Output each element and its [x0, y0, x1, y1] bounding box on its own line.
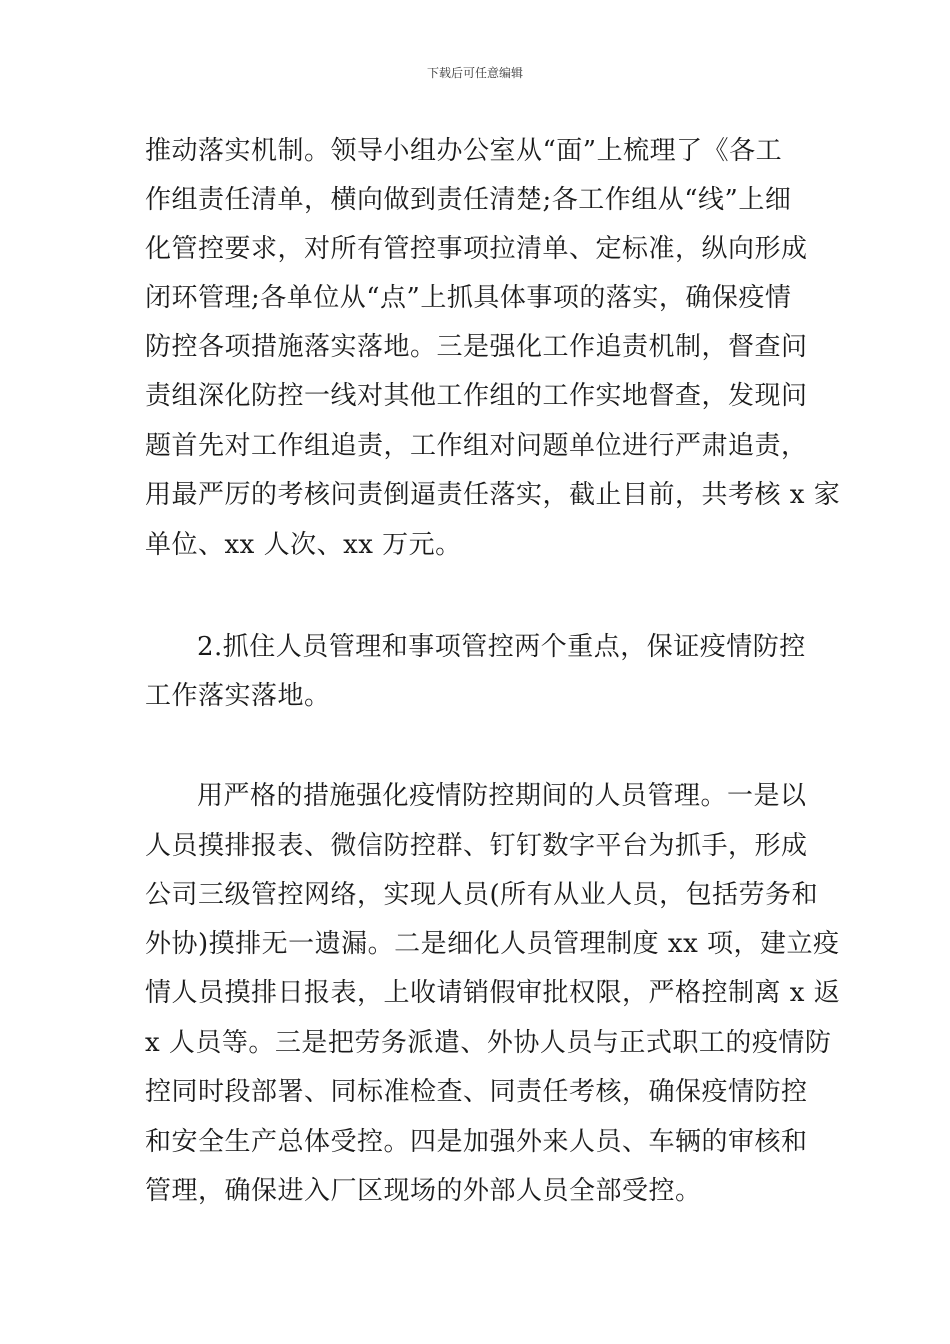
- paragraph-3-line-6: x 人员等。三是把劳务派遣、外协人员与正式职工的疫情防: [145, 1028, 832, 1058]
- paragraph-3-line-7: 控同时段部署、同标准检查、同责任考核，确保疫情防控: [145, 1077, 808, 1107]
- paragraph-3-line-9: 管理，确保进入厂区现场的外部人员全部受控。: [145, 1176, 702, 1206]
- paragraph-3-line-2: 人员摸排报表、微信防控群、钉钉数字平台为抓手，形成: [145, 831, 808, 861]
- paragraph-1-line-2: 作组责任清单，横向做到责任清楚;各工作组从“线”上细: [145, 185, 792, 215]
- paragraph-2-line-1: 2.抓住人员管理和事项管控两个重点，保证疫情防控: [197, 632, 806, 662]
- paragraph-1-line-4: 闭环管理;各单位从“点”上抓具体事项的落实，确保疫情: [145, 283, 792, 313]
- paragraph-2-line-2: 工作落实落地。: [145, 681, 331, 711]
- paragraph-1-line-1: 推动落实机制。领导小组办公室从“面”上梳理了《各工: [145, 136, 783, 166]
- paragraph-3-line-1: 用严格的措施强化疫情防控期间的人员管理。一是以: [197, 781, 807, 811]
- page-header: 下载后可任意编辑: [426, 66, 523, 80]
- paragraph-1-line-8: 用最严厉的考核问责倒逼责任落实，截止目前，共考核 x 家: [145, 480, 841, 510]
- paragraph-3-line-3: 公司三级管控网络，实现人员(所有从业人员，包括劳务和: [145, 880, 819, 910]
- paragraph-1-line-7: 题首先对工作组追责，工作组对问题单位进行严肃追责，: [145, 431, 808, 461]
- paragraph-1-line-3: 化管控要求，对所有管控事项拉清单、定标准，纵向形成: [145, 234, 808, 264]
- paragraph-1-line-5: 防控各项措施落实落地。三是强化工作追责机制，督查问: [145, 332, 808, 362]
- paragraph-1-line-9: 单位、xx 人次、xx 万元。: [145, 530, 462, 560]
- paragraph-3-line-5: 情人员摸排日报表，上收请销假审批权限，严格控制离 x 返: [145, 978, 841, 1008]
- paragraph-3-line-8: 和安全生产总体受控。四是加强外来人员、车辆的审核和: [145, 1127, 808, 1157]
- paragraph-1-line-6: 责组深化防控一线对其他工作组的工作实地督查，发现问: [145, 381, 808, 411]
- paragraph-3-line-4: 外协)摸排无一遗漏。二是细化人员管理制度 xx 项，建立疫: [145, 929, 840, 959]
